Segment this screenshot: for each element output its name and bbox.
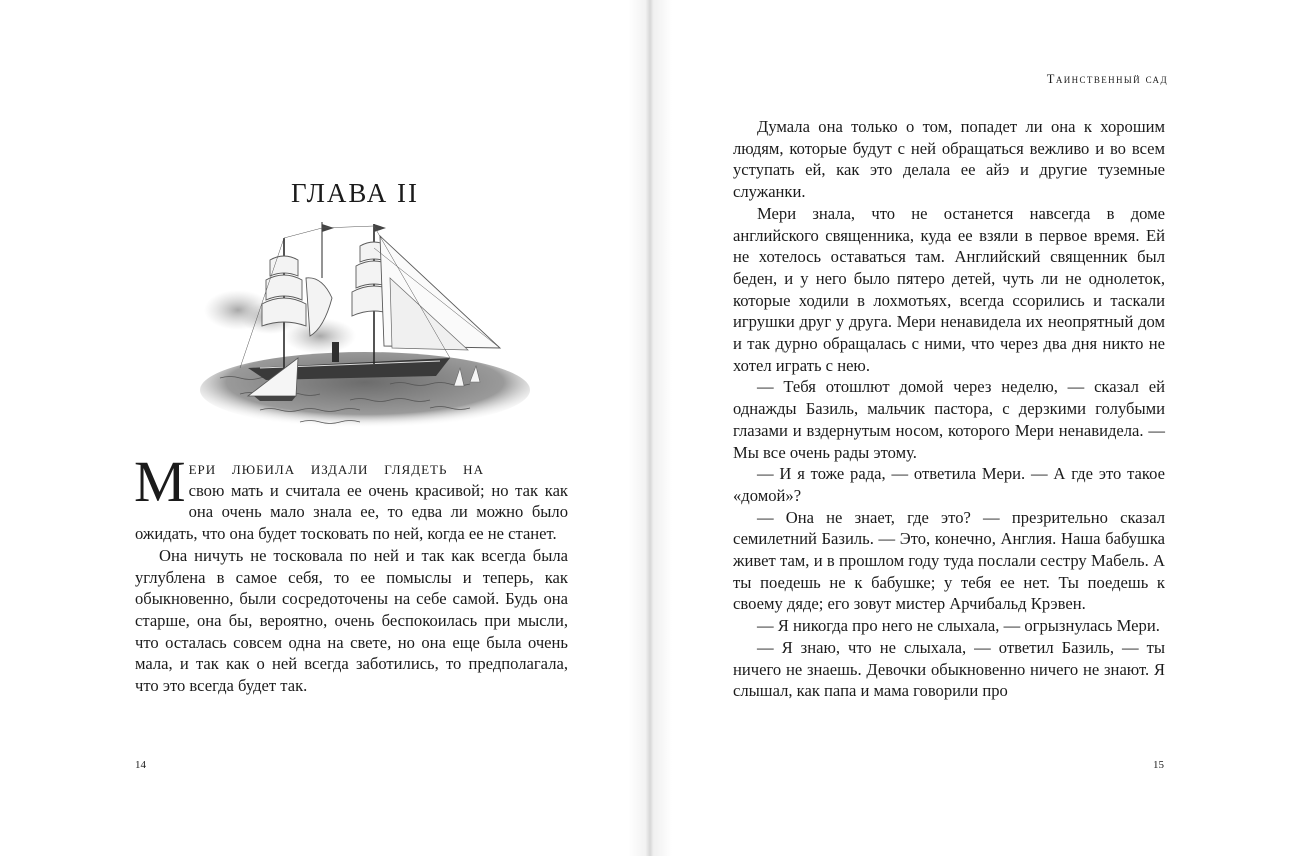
- dialogue-paragraph: — Она не знает, где это? — презрительно сказал семилетний Базиль. — Это, конечно, Англия. Наша бабушка живет там, и в прошлом году туда послали сестру Мабель. А ты поедешь не к бабушке; у тебя ее нет. Ты поедешь к своему дяде; его зовут мистер Арчибальд Крэвен.: [733, 507, 1165, 614]
- right-page-text: [733, 116, 1165, 702]
- paragraph: Она ничуть не тосковала по ней и так как всегда была углублена в самое себя, то ее помыслы и теперь, как обыкновенно, были сосредоточены на себе самой. Будь она старше, она бы, вероятно, очень беспокоилась при мысли, что осталась совсем одна на свете, но она еще была очень мала, и так как о ней всегда заботились, то предполагала, что это всегда будет так.: [135, 545, 568, 696]
- dialogue-paragraph: — Тебя отошлют домой через неделю, — сказал ей однажды Базиль, мальчик пастора, с дерзкими голубыми глазами и вздернутым носом, которого Мери ненавидела. — Мы все очень рады этому.: [733, 377, 1165, 462]
- page-number-left: 14: [135, 759, 146, 771]
- left-page-text: [134, 449, 568, 697]
- paragraph: Мери знала, что не останется навсегда в доме английского священника, куда ее взяли в первое время. Ей не хотелось оставаться там. Английский священник был беден, и у него было пятеро детей, чуть ли не однолеток, которые ходили в лохмотьях, всегда ссорились и таскали игрушки друг у друга. Мери ненавидела их неопрятный дом и так дурно обращалась с ними, что через два дня никто не хотел играть с нею.: [733, 203, 1165, 375]
- dialogue-paragraph: — Я знаю, что не слыхала, — ответил Базиль, — ты ничего не знаешь. Девочки обыкновенно ничего не знают. Я слышал, как папа и мама говорили про: [733, 637, 1165, 701]
- chapter-title: ГЛАВА II: [291, 178, 419, 208]
- drop-cap: М: [134, 449, 186, 514]
- dialogue-paragraph: — И я тоже рада, — ответила Мери. — А где это такое «домой»?: [733, 464, 1165, 505]
- running-head: Таинственный сад: [1046, 72, 1168, 86]
- sailing-ship-illustration: [200, 218, 530, 452]
- paragraph: Думала она только о том, попадет ли она к хорошим людям, которые будут с ней обращаться вежливо и во всем уступать ей, как это делала ее айэ и другие туземные служанки.: [733, 117, 1165, 202]
- paragraph: свою мать и считала ее очень красивой; но так как она очень мало знала ее, то едва ли можно было ожидать, что она будет тосковать по ней, когда ее не станет.: [135, 480, 568, 544]
- page-number-right: 15: [1153, 759, 1164, 771]
- dialogue-paragraph: — Я никогда про него не слыхала, — огрызнулась Мери.: [757, 616, 1160, 636]
- lead-in-text: ери любила издали глядеть на: [188, 458, 484, 479]
